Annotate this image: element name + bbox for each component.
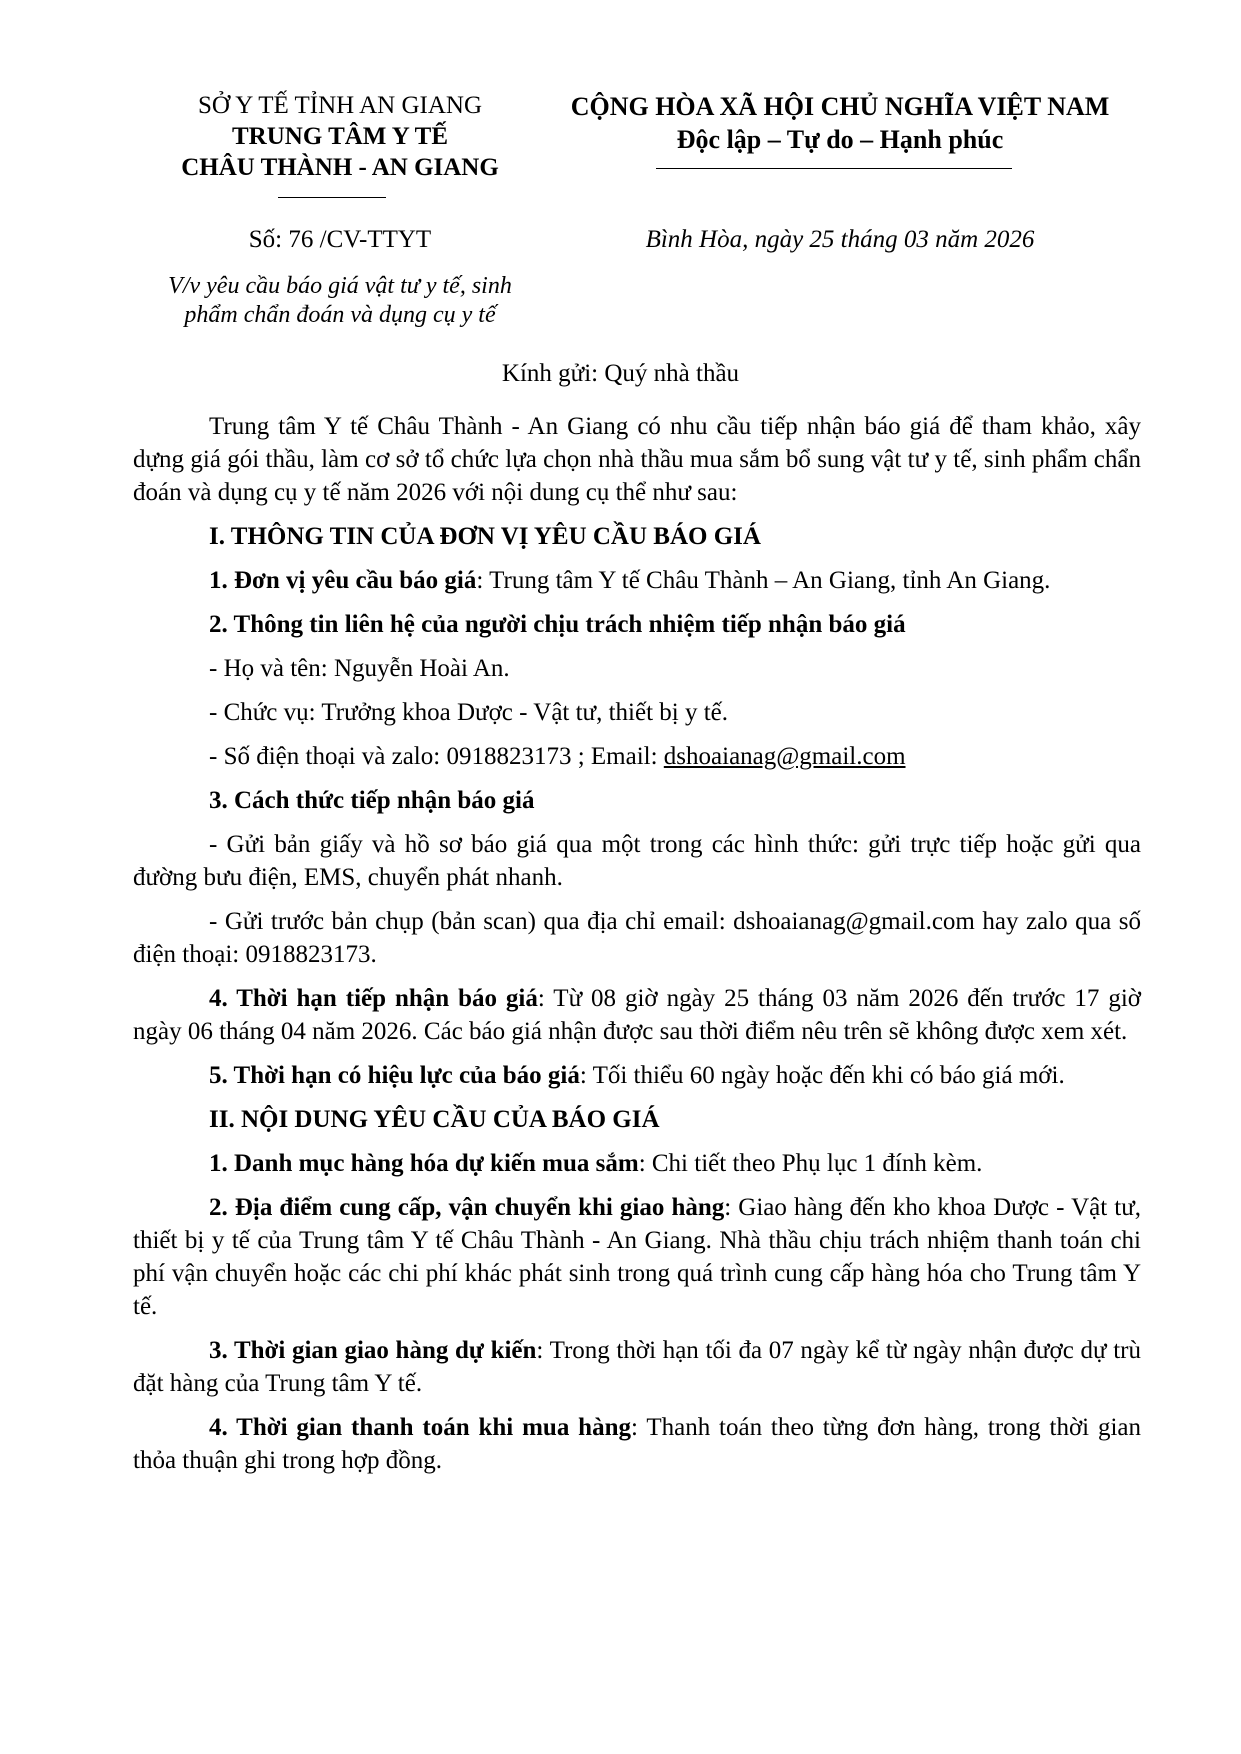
s1-item-5-label: 5. Thời hạn có hiệu lực của báo giá: [209, 1062, 580, 1089]
s2-item-1: [133, 1147, 1141, 1180]
motto-underline: [656, 168, 1012, 169]
s1-item-1-label: 1. Đơn vị yêu cầu báo giá: [209, 567, 477, 594]
s1-item-2-title: 2. Thông tin liên hệ của người chịu trách nhiệm tiếp nhận báo giá: [209, 611, 906, 638]
s2-item-2-text: : Giao hàng đến kho khoa Dược - Vật tư, thiết bị y tế của Trung tâm Y tế Châu Thành - An Giang. Nhà thầu chịu trách nhiệm thanh toán chi phí vận chuyển hoặc các chi phí khác phát sinh trong quá trình cung cấp hàng hóa cho Trung tâm Y tế.: [133, 1194, 1141, 1320]
s2-item-1-label: 1. Danh mục hàng hóa dự kiến mua sắm: [209, 1150, 639, 1177]
country-name: CỘNG HÒA XÃ HỘI CHỦ NGHĨA VIỆT NAM: [570, 92, 1110, 121]
s2-item-1-text: : Chi tiết theo Phụ lục 1 đính kèm.: [638, 1150, 983, 1177]
parent-agency: SỞ Y TẾ TỈNH AN GIANG: [197, 92, 483, 119]
agency-name: TRUNG TÂM Y TẾ: [231, 123, 448, 150]
s1-item-4-label: 4. Thời hạn tiếp nhận báo giá: [209, 985, 538, 1012]
s2-item-4: [133, 1411, 1141, 1477]
s1-item-1-text: : Trung tâm Y tế Châu Thành – An Giang, tỉnh An Giang.: [476, 567, 1051, 594]
issuing-agency-block: [150, 90, 530, 183]
intro-paragraph: Trung tâm Y tế Châu Thành - An Giang có nhu cầu tiếp nhận báo giá để tham khảo, xây dựng giá gói thầu, làm cơ sở tổ chức lựa chọn nhà thầu mua sắm bổ sung vật tư y tế, sinh phẩm chẩn đoán và dụng cụ y tế năm 2026 với nội dung cụ thể như sau:: [133, 413, 1141, 506]
s2-item-3-label: 3. Thời gian giao hàng dự kiến: [209, 1337, 537, 1364]
s1-item-3-title: 3. Cách thức tiếp nhận báo giá: [209, 787, 535, 814]
subject-line: [150, 272, 530, 330]
s2-item-3: [133, 1334, 1141, 1400]
s2-item-2-label: 2. Địa điểm cung cấp, vận chuyển khi giao hàng: [209, 1194, 725, 1221]
national-motto: Độc lập – Tự do – Hạnh phúc: [676, 125, 1004, 154]
contact-phone-email: [133, 740, 1141, 773]
agency-location: CHÂU THÀNH - AN GIANG: [181, 154, 499, 181]
contact-phone: - Số điện thoại và zalo: 0918823173 ; Email:: [209, 743, 664, 770]
s1-item-4: [133, 982, 1141, 1048]
document-body: [133, 410, 1141, 1477]
national-header-block: [555, 90, 1125, 156]
subject-line-1: V/v yêu cầu báo giá vật tư y tế, sinh: [168, 273, 512, 299]
s1-item-3-line-2: - Gửi trước bản chụp (bản scan) qua địa chỉ email: dshoaianag@gmail.com hay zalo qua số điện thoại: 0918823173.: [133, 908, 1141, 968]
contact-position: - Chức vụ: Trưởng khoa Dược - Vật tư, thiết bị y tế.: [209, 699, 729, 726]
s1-item-5-text: : Tối thiểu 60 ngày hoặc đến khi có báo giá mới.: [579, 1062, 1065, 1089]
s1-item-4-text: : Từ 08 giờ ngày 25 tháng 03 năm 2026 đến trước 17 giờ ngày 06 tháng 04 năm 2026. Các báo giá nhận được sau thời điểm nêu trên sẽ không được xem xét.: [133, 985, 1141, 1045]
email-link[interactable]: dshoaianag@gmail.com: [663, 743, 906, 770]
agency-underline: [278, 197, 386, 198]
s1-item-5: [133, 1059, 1141, 1092]
contact-name: - Họ và tên: Nguyễn Hoài An.: [209, 655, 510, 682]
s1-item-3-line-1: - Gửi bản giấy và hồ sơ báo giá qua một trong các hình thức: gửi trực tiếp hoặc gửi qua đường bưu điện, EMS, chuyển phát nhanh.: [133, 831, 1141, 891]
s2-item-3-text: : Trong thời hạn tối đa 07 ngày kể từ ngày nhận được dự trù đặt hàng của Trung tâm Y tế.: [133, 1337, 1141, 1397]
section-1-title: I. THÔNG TIN CỦA ĐƠN VỊ YÊU CẦU BÁO GIÁ: [209, 523, 761, 550]
place-date: Bình Hòa, ngày 25 tháng 03 năm 2026: [645, 226, 1035, 253]
s1-item-1: [133, 564, 1141, 597]
s2-item-4-text: : Thanh toán theo từng đơn hàng, trong thời gian thỏa thuận ghi trong hợp đồng.: [133, 1414, 1142, 1474]
subject-line-2: phẩm chẩn đoán và dụng cụ y tế: [184, 302, 496, 328]
document-number: Số: 76 /CV-TTYT: [248, 226, 432, 253]
s2-item-4-label: 4. Thời gian thanh toán khi mua hàng: [209, 1414, 631, 1441]
section-2-title: II. NỘI DUNG YÊU CẦU CỦA BÁO GIÁ: [209, 1106, 660, 1133]
recipient-line: Kính gửi: Quý nhà thầu: [501, 360, 740, 387]
s2-item-2: [133, 1191, 1141, 1323]
